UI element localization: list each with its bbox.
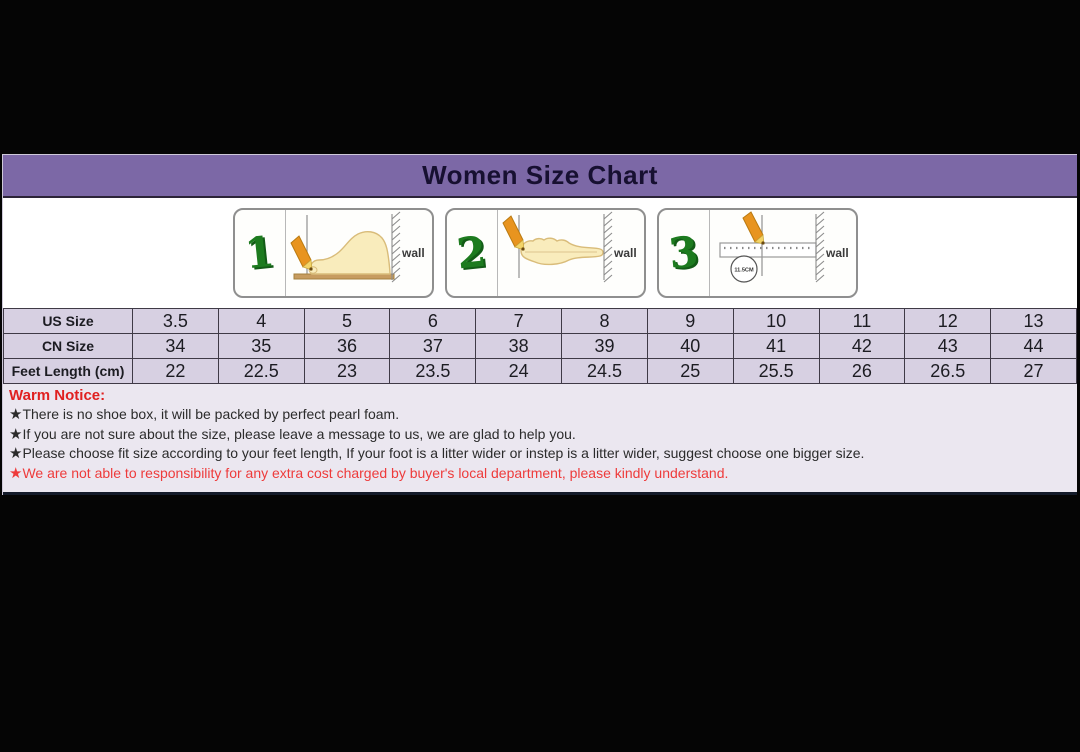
size-cell: 34 bbox=[133, 334, 219, 359]
measure-value-label: 11.5CM bbox=[733, 267, 754, 274]
board-icon bbox=[294, 274, 394, 279]
wall-label: wall bbox=[825, 246, 849, 260]
table-row bbox=[4, 309, 1077, 334]
size-cell: 6 bbox=[390, 309, 476, 334]
size-cell: 10 bbox=[733, 309, 819, 334]
ruler-icon bbox=[720, 243, 816, 257]
size-cell: 13 bbox=[991, 309, 1077, 334]
step-number-2: 2 bbox=[454, 226, 489, 279]
size-cell: 35 bbox=[218, 334, 304, 359]
page-title: Women Size Chart bbox=[422, 160, 658, 190]
size-cell: 5 bbox=[304, 309, 390, 334]
size-cell: 43 bbox=[905, 334, 991, 359]
notice-text: We are not able to responsibility for any extra cost charged by buyer's local department, please kindly understand. bbox=[22, 465, 729, 482]
star-icon: ★ bbox=[9, 406, 23, 423]
measure-step-2 bbox=[445, 208, 646, 298]
size-cell: 12 bbox=[905, 309, 991, 334]
size-cell: 4 bbox=[218, 309, 304, 334]
foot-side-icon bbox=[309, 232, 389, 274]
size-cell: 7 bbox=[476, 309, 562, 334]
wall-hatch-icon bbox=[816, 212, 824, 282]
wall-hatch-icon bbox=[604, 212, 612, 282]
row-label: US Size bbox=[4, 309, 133, 334]
size-cell: 24.5 bbox=[562, 359, 648, 384]
ruler-measure-icon bbox=[710, 210, 851, 292]
notice-text: There is no shoe box, it will be packed by perfect pearl foam. bbox=[22, 406, 400, 422]
size-cell: 9 bbox=[647, 309, 733, 334]
size-cell: 8 bbox=[562, 309, 648, 334]
pencil-icon bbox=[291, 236, 313, 271]
row-label: Feet Length (cm) bbox=[4, 359, 133, 384]
size-cell: 23.5 bbox=[390, 359, 476, 384]
star-icon: ★ bbox=[9, 465, 23, 483]
notice-item bbox=[9, 405, 1069, 425]
size-cell: 11 bbox=[819, 309, 905, 334]
notice-text: If you are not sure about the size, please leave a message to us, we are glad to help you. bbox=[22, 425, 576, 442]
size-cell: 36 bbox=[304, 334, 390, 359]
pencil-icon bbox=[503, 216, 525, 251]
size-chart-panel bbox=[2, 154, 1077, 495]
size-cell: 26 bbox=[819, 359, 905, 384]
row-label: CN Size bbox=[4, 334, 133, 359]
size-cell: 41 bbox=[733, 334, 819, 359]
step-number-3: 3 bbox=[666, 226, 701, 279]
star-icon: ★ bbox=[9, 425, 23, 443]
size-cell: 24 bbox=[476, 359, 562, 384]
foot-top-icon bbox=[521, 238, 603, 264]
size-cell: 37 bbox=[390, 334, 476, 359]
size-cell: 3.5 bbox=[133, 309, 219, 334]
table-row bbox=[4, 359, 1077, 384]
size-cell: 38 bbox=[476, 334, 562, 359]
measure-step-1 bbox=[233, 208, 434, 298]
notice-text: Please choose fit size according to your feet length, If your foot is a litter wider or instep is a litter wider, suggest choose one bigger size. bbox=[22, 445, 865, 462]
size-cell: 25.5 bbox=[733, 359, 819, 384]
measuring-steps bbox=[3, 198, 1077, 308]
notice-item bbox=[9, 464, 1069, 484]
size-cell: 23 bbox=[304, 359, 390, 384]
size-cell: 40 bbox=[647, 334, 733, 359]
size-cell: 27 bbox=[991, 359, 1077, 384]
size-cell: 26.5 bbox=[905, 359, 991, 384]
star-icon: ★ bbox=[9, 445, 23, 463]
size-cell: 42 bbox=[819, 334, 905, 359]
size-cell: 22 bbox=[133, 359, 219, 384]
size-cell: 44 bbox=[991, 334, 1077, 359]
warm-notice bbox=[3, 384, 1077, 495]
table-row bbox=[4, 334, 1077, 359]
size-cell: 25 bbox=[647, 359, 733, 384]
foot-top-measure-icon bbox=[498, 210, 639, 292]
size-cell: 39 bbox=[562, 334, 648, 359]
wall-label: wall bbox=[613, 246, 637, 260]
measure-circle bbox=[731, 256, 757, 282]
size-cell: 22.5 bbox=[218, 359, 304, 384]
foot-side-measure-icon bbox=[286, 210, 427, 292]
size-table bbox=[3, 308, 1077, 384]
step-number-1: 1 bbox=[242, 226, 277, 279]
chart-title-bar bbox=[3, 155, 1077, 198]
measure-step-3 bbox=[657, 208, 858, 298]
size-table-body bbox=[4, 309, 1077, 384]
wall-hatch-icon bbox=[392, 212, 400, 282]
notice-item bbox=[9, 425, 1069, 445]
warm-notice-title: Warm Notice: bbox=[9, 387, 106, 404]
wall-label: wall bbox=[401, 246, 425, 260]
notice-item bbox=[9, 444, 1069, 464]
warm-notice-items bbox=[9, 405, 1069, 484]
